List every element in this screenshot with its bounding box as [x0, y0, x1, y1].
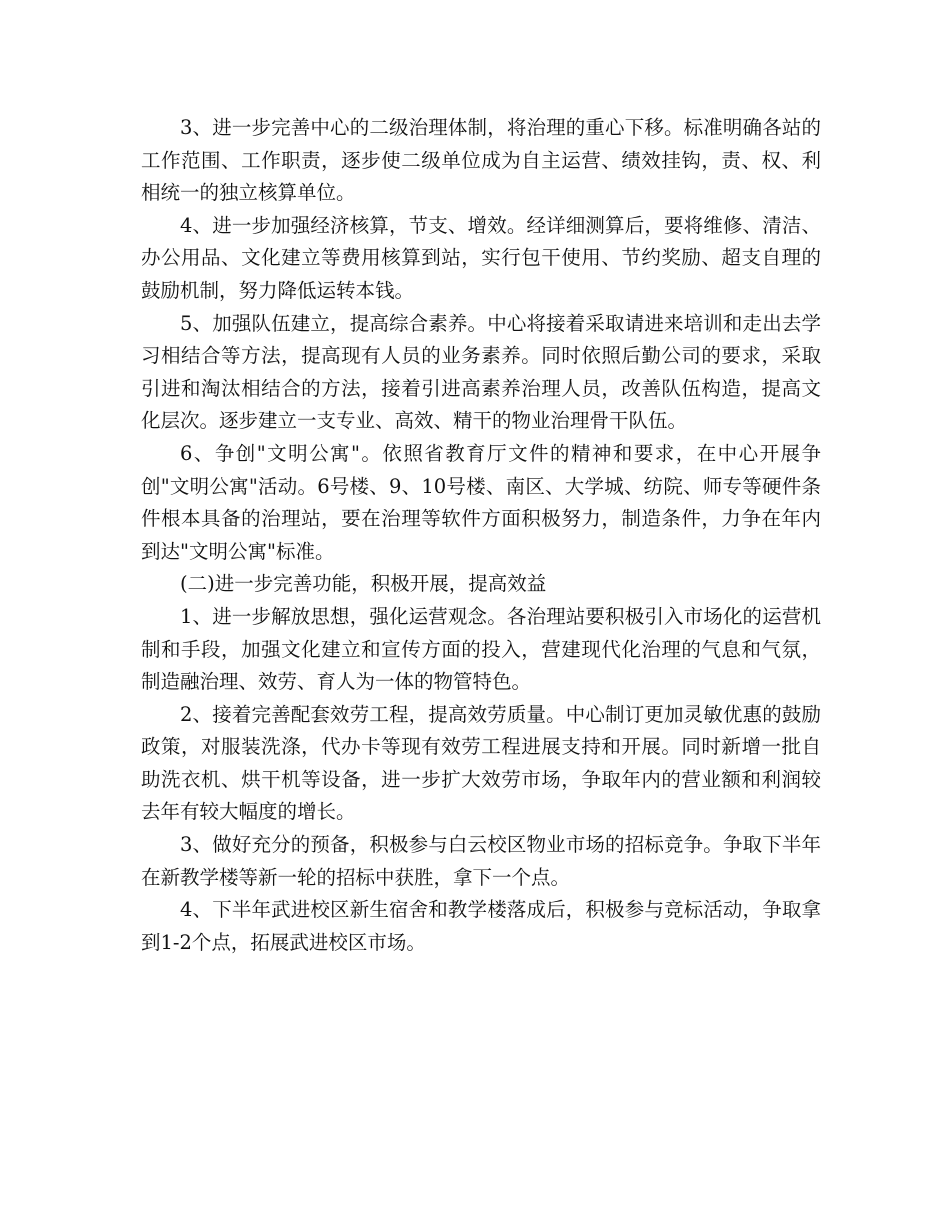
section-heading-2: (二)进一步完善功能，积极开展，提高效益 — [180, 572, 547, 596]
paragraph-item-3b: 3、做好充分的预备，积极参与白云校区物业市场的招标竞争。争取下半年在新教学楼等新一轮的招标中获胜，拿下一个点。 — [141, 833, 821, 889]
paragraph-item-3: 3、进一步完善中心的二级治理体制，将治理的重心下移。标准明确各站的工作范围、工作职责，逐步使二级单位成为自主运营、绩效挂钩，责、权、利相统一的独立核算单位。 — [141, 116, 821, 205]
paragraph-item-6: 6、争创"文明公寓"。依照省教育厅文件的精神和要求，在中心开展争创"文明公寓"活动。6号楼、9、10号楼、南区、大学城、纺院、师专等硬件条件根本具备的治理站，要在治理等软件方面积极努力，制造条件，力争在年内到达"文明公寓"标准。 — [141, 441, 821, 563]
paragraph-item-5: 5、加强队伍建立，提高综合素养。中心将接着采取请进来培训和走出去学习相结合等方法，提高现有人员的业务素养。同时依照后勤公司的要求，采取引进和淘汰相结合的方法，接着引进高素养治理人员，改善队伍构造，提高文化层次。逐步建立一支专业、高效、精干的物业治理骨干队伍。 — [141, 311, 821, 433]
document-body — [141, 112, 821, 959]
paragraph-item-4: 4、进一步加强经济核算，节支、增效。经详细测算后，要将维修、清洁、办公用品、文化建立等费用核算到站，实行包干使用、节约奖励、超支自理的鼓励机制，努力降低运转本钱。 — [141, 213, 821, 302]
paragraph-item-4b: 4、下半年武进校区新生宿舍和教学楼落成后，积极参与竞标活动，争取拿到1-2个点，拓展武进校区市场。 — [141, 898, 821, 954]
paragraph-item-2: 2、接着完善配套效劳工程，提高效劳质量。中心制订更加灵敏优惠的鼓励政策，对服装洗涤，代办卡等现有效劳工程进展支持和开展。同时新增一批自助洗衣机、烘干机等设备，进一步扩大效劳市场，争取年内的营业额和利润较去年有较大幅度的增长。 — [141, 702, 821, 824]
paragraph-item-1: 1、进一步解放思想，强化运营观念。各治理站要积极引入市场化的运营机制和手段，加强文化建立和宣传方面的投入，营建现代化治理的气息和气氛，制造融治理、效劳、育人为一体的物管特色。 — [141, 604, 821, 694]
